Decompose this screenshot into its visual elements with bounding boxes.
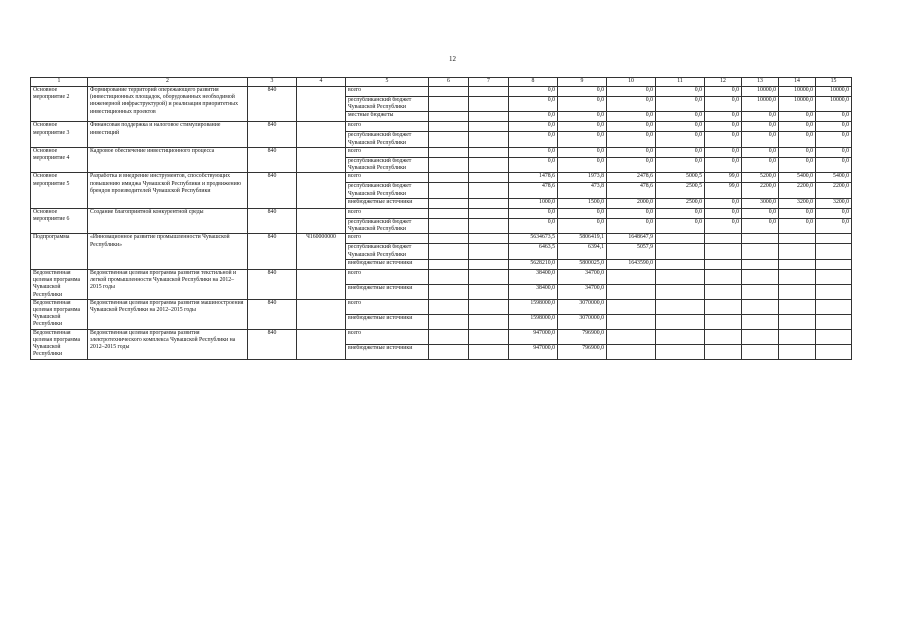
- value-cell: [705, 344, 742, 359]
- value-cell: 34700,0: [558, 269, 607, 284]
- funding-source-cell: всего: [346, 208, 429, 218]
- table-body: [31, 87, 852, 360]
- column-header-3: 3: [248, 78, 297, 87]
- empty-cell: [469, 97, 509, 112]
- value-cell: 0,0: [509, 208, 558, 218]
- value-cell: 0,0: [509, 122, 558, 132]
- value-cell: 0,0: [816, 147, 852, 157]
- value-cell: [742, 344, 779, 359]
- value-cell: 796900,0: [558, 329, 607, 344]
- value-cell: 10000,0: [816, 97, 852, 112]
- empty-cell: [469, 112, 509, 122]
- value-cell: [816, 299, 852, 314]
- value-cell: 10000,0: [816, 87, 852, 97]
- value-cell: [607, 314, 656, 329]
- value-cell: [742, 259, 779, 269]
- empty-cell: [429, 198, 469, 208]
- grbs-code-cell: 840: [248, 122, 297, 147]
- value-cell: [816, 284, 852, 299]
- value-cell: 2200,0: [779, 183, 816, 198]
- value-cell: [705, 329, 742, 344]
- header-row: [31, 78, 852, 87]
- value-cell: 2500,0: [656, 198, 705, 208]
- value-cell: 947000,0: [509, 344, 558, 359]
- value-cell: 0,0: [558, 122, 607, 132]
- column-header-2: 2: [88, 78, 248, 87]
- value-cell: 0,0: [607, 112, 656, 122]
- value-cell: 5634673,5: [509, 234, 558, 244]
- value-cell: [779, 314, 816, 329]
- table-row: [31, 87, 852, 97]
- value-cell: 0,0: [816, 132, 852, 147]
- value-cell: [742, 329, 779, 344]
- empty-cell: [429, 173, 469, 183]
- value-cell: 0,0: [509, 97, 558, 112]
- empty-cell: [429, 87, 469, 97]
- value-cell: 10000,0: [779, 87, 816, 97]
- value-cell: 0,0: [705, 208, 742, 218]
- empty-cell: [469, 329, 509, 344]
- value-cell: 5200,0: [742, 173, 779, 183]
- empty-cell: [469, 259, 509, 269]
- empty-cell: [429, 284, 469, 299]
- event-type-cell: Основное мероприятие 2: [31, 87, 88, 122]
- value-cell: 1000,0: [509, 198, 558, 208]
- value-cell: [816, 329, 852, 344]
- value-cell: 0,0: [779, 112, 816, 122]
- funding-source-cell: всего: [346, 234, 429, 244]
- target-article-cell: [297, 173, 346, 208]
- event-type-cell: Основное мероприятие 3: [31, 122, 88, 147]
- value-cell: [705, 314, 742, 329]
- value-cell: [779, 299, 816, 314]
- value-cell: 478,6: [607, 183, 656, 198]
- value-cell: 0,0: [742, 112, 779, 122]
- value-cell: [816, 259, 852, 269]
- table-row: [31, 122, 852, 132]
- value-cell: 0,0: [558, 218, 607, 233]
- value-cell: 5806419,1: [558, 234, 607, 244]
- target-article-cell: [297, 208, 346, 233]
- empty-cell: [429, 269, 469, 284]
- column-header-7: 7: [469, 78, 509, 87]
- value-cell: [816, 314, 852, 329]
- value-cell: [705, 284, 742, 299]
- empty-cell: [429, 147, 469, 157]
- value-cell: 0,0: [607, 122, 656, 132]
- value-cell: 0,0: [779, 132, 816, 147]
- event-name-cell: Создание благоприятной конкурентной среды: [88, 208, 248, 233]
- value-cell: 38400,0: [509, 284, 558, 299]
- value-cell: 6463,5: [509, 244, 558, 259]
- value-cell: 0,0: [656, 87, 705, 97]
- value-cell: 947000,0: [509, 329, 558, 344]
- value-cell: [607, 284, 656, 299]
- value-cell: 0,0: [509, 218, 558, 233]
- funding-source-cell: внебюджетные источники: [346, 314, 429, 329]
- value-cell: [656, 329, 705, 344]
- value-cell: [816, 344, 852, 359]
- value-cell: [705, 269, 742, 284]
- value-cell: [705, 244, 742, 259]
- value-cell: [607, 269, 656, 284]
- value-cell: 5057,9: [607, 244, 656, 259]
- value-cell: [779, 269, 816, 284]
- value-cell: 0,0: [705, 198, 742, 208]
- value-cell: 0,0: [705, 122, 742, 132]
- value-cell: [656, 344, 705, 359]
- value-cell: 0,0: [607, 87, 656, 97]
- value-cell: 1598000,0: [509, 299, 558, 314]
- value-cell: 0,0: [705, 97, 742, 112]
- value-cell: 0,0: [656, 122, 705, 132]
- column-header-15: 15: [816, 78, 852, 87]
- funding-source-cell: всего: [346, 299, 429, 314]
- value-cell: 34700,0: [558, 284, 607, 299]
- funding-source-cell: всего: [346, 329, 429, 344]
- value-cell: [705, 234, 742, 244]
- value-cell: 0,0: [558, 208, 607, 218]
- value-cell: [656, 244, 705, 259]
- value-cell: [656, 314, 705, 329]
- table-row: [31, 299, 852, 314]
- empty-cell: [429, 329, 469, 344]
- value-cell: 0,0: [779, 122, 816, 132]
- column-header-11: 11: [656, 78, 705, 87]
- value-cell: 0,0: [742, 147, 779, 157]
- event-name-cell: Ведомственная целевая программа развития текстильной и легкой промышленности Чувашской Республики на 2012–2015 годы: [88, 269, 248, 299]
- funding-source-cell: внебюджетные источники: [346, 284, 429, 299]
- funding-source-cell: республиканский бюджет Чувашской Республики: [346, 244, 429, 259]
- value-cell: 2478,6: [607, 173, 656, 183]
- value-cell: 2000,0: [607, 198, 656, 208]
- value-cell: 796900,0: [558, 344, 607, 359]
- empty-cell: [429, 208, 469, 218]
- value-cell: 99,0: [705, 183, 742, 198]
- value-cell: 0,0: [779, 147, 816, 157]
- value-cell: 0,0: [607, 157, 656, 172]
- event-type-cell: Ведомственная целевая программа Чувашской Республики: [31, 329, 88, 359]
- column-header-14: 14: [779, 78, 816, 87]
- event-type-cell: Подпрограмма: [31, 234, 88, 269]
- funding-source-cell: местные бюджеты: [346, 112, 429, 122]
- value-cell: 0,0: [816, 157, 852, 172]
- value-cell: [779, 284, 816, 299]
- value-cell: 3070000,0: [558, 299, 607, 314]
- value-cell: 0,0: [509, 147, 558, 157]
- table-row: [31, 329, 852, 344]
- target-article-cell: [297, 147, 346, 172]
- event-type-cell: Основное мероприятие 6: [31, 208, 88, 233]
- value-cell: [656, 299, 705, 314]
- event-type-cell: Ведомственная целевая программа Чувашской Республики: [31, 269, 88, 299]
- value-cell: 10000,0: [742, 87, 779, 97]
- value-cell: 0,0: [779, 157, 816, 172]
- event-name-cell: Формирование территорий опережающего развития (инвестиционных площадок, оборудованных необходимой инженерной инфраструктурой) и реализация приоритетных инвестиционных проектов: [88, 87, 248, 122]
- value-cell: 5628210,0: [509, 259, 558, 269]
- value-cell: 5000,5: [656, 173, 705, 183]
- column-header-1: 1: [31, 78, 88, 87]
- target-article-cell: [297, 269, 346, 299]
- column-header-4: 4: [297, 78, 346, 87]
- value-cell: 0,0: [509, 112, 558, 122]
- value-cell: 1973,8: [558, 173, 607, 183]
- value-cell: 1648647,9: [607, 234, 656, 244]
- value-cell: 0,0: [705, 87, 742, 97]
- page-number: 12: [449, 55, 456, 63]
- value-cell: 3200,0: [779, 198, 816, 208]
- value-cell: 0,0: [607, 208, 656, 218]
- value-cell: 3200,0: [816, 198, 852, 208]
- value-cell: 2200,0: [816, 183, 852, 198]
- empty-cell: [469, 208, 509, 218]
- value-cell: 0,0: [656, 157, 705, 172]
- column-header-12: 12: [705, 78, 742, 87]
- value-cell: 1500,0: [558, 198, 607, 208]
- value-cell: [779, 259, 816, 269]
- value-cell: [705, 299, 742, 314]
- funding-source-cell: республиканский бюджет Чувашской Республики: [346, 97, 429, 112]
- value-cell: [607, 344, 656, 359]
- value-cell: 1598000,0: [509, 314, 558, 329]
- value-cell: [656, 269, 705, 284]
- budget-table: [30, 77, 852, 360]
- value-cell: [779, 344, 816, 359]
- empty-cell: [429, 344, 469, 359]
- empty-cell: [429, 299, 469, 314]
- empty-cell: [469, 269, 509, 284]
- value-cell: [779, 234, 816, 244]
- value-cell: [816, 244, 852, 259]
- event-name-cell: Ведомственная целевая программа развития электротехнического комплекса Чувашской Республики на 2012–2015 годы: [88, 329, 248, 359]
- event-name-cell: Кадровое обеспечение инвестиционного процесса: [88, 147, 248, 172]
- grbs-code-cell: 840: [248, 329, 297, 359]
- funding-source-cell: внебюджетные источники: [346, 344, 429, 359]
- empty-cell: [469, 157, 509, 172]
- value-cell: 0,0: [816, 122, 852, 132]
- value-cell: 0,0: [705, 147, 742, 157]
- value-cell: 0,0: [607, 218, 656, 233]
- value-cell: 0,0: [742, 122, 779, 132]
- value-cell: 0,0: [742, 132, 779, 147]
- empty-cell: [429, 244, 469, 259]
- value-cell: 0,0: [705, 218, 742, 233]
- value-cell: 0,0: [558, 157, 607, 172]
- empty-cell: [469, 299, 509, 314]
- column-header-6: 6: [429, 78, 469, 87]
- value-cell: 0,0: [656, 218, 705, 233]
- event-name-cell: «Инновационное развитие промышленности Чувашской Республики»: [88, 234, 248, 269]
- empty-cell: [429, 112, 469, 122]
- value-cell: 0,0: [816, 208, 852, 218]
- value-cell: [742, 299, 779, 314]
- value-cell: 5400,0: [816, 173, 852, 183]
- event-type-cell: Основное мероприятие 4: [31, 147, 88, 172]
- value-cell: [656, 234, 705, 244]
- event-type-cell: Основное мероприятие 5: [31, 173, 88, 208]
- value-cell: 0,0: [656, 208, 705, 218]
- empty-cell: [469, 344, 509, 359]
- value-cell: 0,0: [816, 112, 852, 122]
- funding-source-cell: всего: [346, 147, 429, 157]
- empty-cell: [469, 218, 509, 233]
- target-article-cell: [297, 329, 346, 359]
- value-cell: [656, 284, 705, 299]
- funding-source-cell: республиканский бюджет Чувашской Республики: [346, 183, 429, 198]
- value-cell: 0,0: [816, 218, 852, 233]
- value-cell: 6394,1: [558, 244, 607, 259]
- value-cell: [656, 259, 705, 269]
- empty-cell: [429, 183, 469, 198]
- funding-source-cell: всего: [346, 173, 429, 183]
- value-cell: 2500,5: [656, 183, 705, 198]
- value-cell: 0,0: [656, 132, 705, 147]
- value-cell: 0,0: [607, 132, 656, 147]
- empty-cell: [429, 132, 469, 147]
- funding-source-cell: внебюджетные источники: [346, 259, 429, 269]
- value-cell: 10000,0: [779, 97, 816, 112]
- value-cell: 0,0: [656, 147, 705, 157]
- column-header-8: 8: [509, 78, 558, 87]
- value-cell: 0,0: [705, 112, 742, 122]
- empty-cell: [429, 314, 469, 329]
- value-cell: 0,0: [779, 218, 816, 233]
- funding-source-cell: внебюджетные источники: [346, 198, 429, 208]
- target-article-cell: [297, 122, 346, 147]
- grbs-code-cell: 840: [248, 234, 297, 269]
- table-row: [31, 173, 852, 183]
- table-row: [31, 147, 852, 157]
- value-cell: 10000,0: [742, 97, 779, 112]
- table-row: [31, 208, 852, 218]
- empty-cell: [469, 234, 509, 244]
- column-header-9: 9: [558, 78, 607, 87]
- value-cell: 0,0: [509, 87, 558, 97]
- event-name-cell: Ведомственная целевая программа развития машиностроения Чувашской Республики на 2012–2015 годы: [88, 299, 248, 329]
- grbs-code-cell: 840: [248, 208, 297, 233]
- value-cell: 1478,6: [509, 173, 558, 183]
- target-article-cell: Ч160000000: [297, 234, 346, 269]
- value-cell: 0,0: [558, 87, 607, 97]
- value-cell: [779, 329, 816, 344]
- target-article-cell: [297, 299, 346, 329]
- empty-cell: [429, 218, 469, 233]
- value-cell: 5400,0: [779, 173, 816, 183]
- empty-cell: [469, 314, 509, 329]
- value-cell: [816, 269, 852, 284]
- value-cell: 473,8: [558, 183, 607, 198]
- empty-cell: [429, 97, 469, 112]
- empty-cell: [429, 259, 469, 269]
- value-cell: 0,0: [509, 157, 558, 172]
- value-cell: [816, 234, 852, 244]
- empty-cell: [429, 157, 469, 172]
- value-cell: 0,0: [742, 218, 779, 233]
- value-cell: 5800025,0: [558, 259, 607, 269]
- value-cell: 0,0: [558, 112, 607, 122]
- funding-source-cell: всего: [346, 122, 429, 132]
- empty-cell: [469, 198, 509, 208]
- value-cell: [742, 314, 779, 329]
- value-cell: [607, 329, 656, 344]
- value-cell: 0,0: [656, 112, 705, 122]
- grbs-code-cell: 840: [248, 269, 297, 299]
- empty-cell: [469, 183, 509, 198]
- table-row: [31, 234, 852, 244]
- target-article-cell: [297, 87, 346, 122]
- value-cell: 0,0: [558, 97, 607, 112]
- grbs-code-cell: 840: [248, 299, 297, 329]
- empty-cell: [469, 147, 509, 157]
- value-cell: 3000,0: [742, 198, 779, 208]
- funding-source-cell: республиканский бюджет Чувашской Республики: [346, 218, 429, 233]
- value-cell: [779, 244, 816, 259]
- grbs-code-cell: 840: [248, 147, 297, 172]
- value-cell: [705, 259, 742, 269]
- value-cell: [607, 299, 656, 314]
- event-type-cell: Ведомственная целевая программа Чувашской Республики: [31, 299, 88, 329]
- value-cell: 0,0: [558, 132, 607, 147]
- empty-cell: [469, 87, 509, 97]
- value-cell: 99,0: [705, 173, 742, 183]
- funding-source-cell: республиканский бюджет Чувашской Республики: [346, 132, 429, 147]
- value-cell: 0,0: [742, 208, 779, 218]
- value-cell: 0,0: [705, 132, 742, 147]
- column-header-10: 10: [607, 78, 656, 87]
- empty-cell: [469, 284, 509, 299]
- value-cell: 1643590,0: [607, 259, 656, 269]
- value-cell: 2200,0: [742, 183, 779, 198]
- value-cell: 0,0: [558, 147, 607, 157]
- column-header-13: 13: [742, 78, 779, 87]
- value-cell: [742, 234, 779, 244]
- value-cell: 3070000,0: [558, 314, 607, 329]
- empty-cell: [469, 132, 509, 147]
- grbs-code-cell: 840: [248, 87, 297, 122]
- grbs-code-cell: 840: [248, 173, 297, 208]
- value-cell: [742, 284, 779, 299]
- value-cell: 478,6: [509, 183, 558, 198]
- event-name-cell: Финансовая поддержка и налоговое стимулирование инвестиций: [88, 122, 248, 147]
- empty-cell: [429, 122, 469, 132]
- value-cell: 0,0: [656, 97, 705, 112]
- value-cell: 0,0: [742, 157, 779, 172]
- value-cell: 0,0: [779, 208, 816, 218]
- value-cell: 38400,0: [509, 269, 558, 284]
- value-cell: 0,0: [509, 132, 558, 147]
- empty-cell: [429, 234, 469, 244]
- event-name-cell: Разработка и внедрение инструментов, способствующих повышению имиджа Чувашской Республики и продвижению брендов производителей Чувашской Республики: [88, 173, 248, 208]
- value-cell: 0,0: [607, 97, 656, 112]
- value-cell: 0,0: [705, 157, 742, 172]
- value-cell: [742, 269, 779, 284]
- value-cell: [742, 244, 779, 259]
- empty-cell: [469, 122, 509, 132]
- funding-source-cell: всего: [346, 87, 429, 97]
- column-header-5: 5: [346, 78, 429, 87]
- funding-source-cell: республиканский бюджет Чувашской Республики: [346, 157, 429, 172]
- value-cell: 0,0: [607, 147, 656, 157]
- table-row: [31, 269, 852, 284]
- empty-cell: [469, 244, 509, 259]
- empty-cell: [469, 173, 509, 183]
- funding-source-cell: всего: [346, 269, 429, 284]
